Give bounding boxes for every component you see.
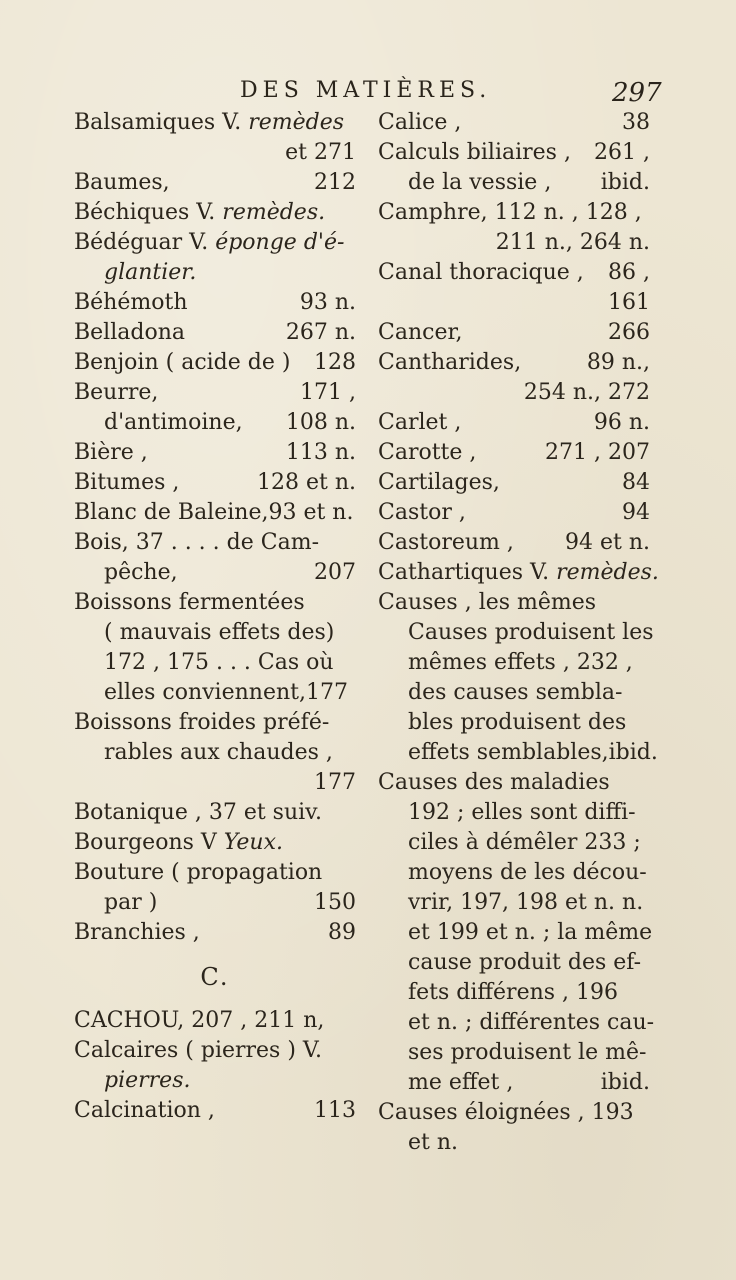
entry-text [378, 378, 650, 408]
index-entry [74, 528, 356, 558]
entry-page-ref: 38 [622, 110, 650, 135]
entry-term: 177 [314, 770, 356, 795]
entry-text [378, 138, 588, 168]
index-entry [74, 558, 356, 588]
index-entry [378, 888, 650, 918]
entry-text [378, 948, 650, 978]
entry-term: Boissons froides préfé- [74, 710, 330, 735]
entry-term: Bourgeons V [74, 830, 224, 855]
entry-term: Calcaires ( pierres ) V. [74, 1038, 322, 1063]
entry-text [378, 978, 650, 1008]
entry-term: Boissons fermentées [74, 590, 305, 615]
entry-term: CACHOU, 207 , 211 n, [74, 1008, 325, 1033]
entry-term: Castoreum , [378, 530, 514, 555]
index-column-right [378, 108, 659, 1158]
entry-text [378, 198, 650, 228]
entry-text [74, 438, 280, 468]
entry-page-ref: 89 n., [586, 350, 650, 375]
entry-text [74, 1036, 356, 1066]
entry-page-ref: 171 , [300, 380, 356, 405]
entry-term: cause produit des ef- [408, 950, 642, 975]
index-entry [74, 468, 356, 498]
entry-page-ref: 113 n. [285, 440, 356, 465]
entry-italic-ref: Yeux. [223, 830, 283, 855]
entry-text [378, 528, 559, 558]
index-entry [378, 468, 650, 498]
entry-page-ref: 93 n. [299, 290, 356, 315]
entry-term: 254 n., 272 [523, 380, 650, 405]
entry-term: Belladona [74, 320, 185, 345]
index-entry [378, 528, 650, 558]
entry-text [74, 228, 356, 258]
entry-term: Canal thoracique , [378, 260, 584, 285]
entry-page-ref: 108 n. [285, 410, 356, 435]
entry-term: Bitumes , [74, 470, 180, 495]
section-letter: C. [200, 963, 230, 991]
index-entry [74, 1006, 356, 1036]
entry-italic-ref: remèdes. [222, 200, 326, 225]
index-entry [74, 498, 356, 528]
entry-page-ref: 113 [314, 1098, 356, 1123]
entry-text [74, 1096, 308, 1126]
entry-term: Causes , les mêmes [378, 590, 597, 615]
entry-page-ref: 267 n. [285, 320, 356, 345]
entry-text [74, 648, 356, 678]
index-entry [74, 138, 356, 168]
index-entry [378, 858, 650, 888]
index-entry [378, 708, 650, 738]
index-entry [74, 318, 356, 348]
entry-term: Calculs biliaires , [378, 140, 571, 165]
entry-term: et n. [408, 1130, 459, 1155]
entry-term: Balsamiques V. [74, 110, 249, 135]
entry-term: Camphre, 112 n. , 128 , [378, 200, 642, 225]
entry-text [378, 468, 616, 498]
index-entry [378, 318, 650, 348]
entry-text [74, 258, 356, 288]
entry-text [378, 918, 652, 948]
entry-page-ref: 266 [608, 320, 650, 345]
entry-term: Castor , [378, 500, 466, 525]
entry-term: 172 , 175 . . . Cas où [104, 650, 334, 675]
entry-term: moyens de les décou- [408, 860, 647, 885]
entry-text [74, 558, 308, 588]
index-entry [378, 1038, 650, 1068]
index-entry [378, 1128, 650, 1158]
entry-italic-ref: remèdes. [556, 560, 659, 585]
entry-page-ref: 207 [314, 560, 356, 585]
entry-text [74, 1066, 356, 1096]
entry-term: Baumes, [74, 170, 170, 195]
entry-term: ( mauvais effets des) [104, 620, 335, 645]
index-entry [74, 708, 356, 738]
entry-text [378, 1128, 650, 1158]
index-entry [378, 228, 650, 258]
index-entry [74, 258, 356, 288]
entry-text [378, 108, 616, 138]
entry-italic-ref: éponge d'é- [215, 230, 345, 255]
index-entry [378, 828, 650, 858]
index-entry [74, 918, 356, 948]
index-entry [74, 618, 356, 648]
entry-term: mêmes effets , 232 , [408, 650, 633, 675]
entry-term: Causes des maladies [378, 770, 610, 795]
index-entry [378, 288, 650, 318]
entry-page-ref: 128 [314, 350, 356, 375]
entry-page-ref: 96 n. [593, 410, 650, 435]
entry-page-ref: 86 , [608, 260, 650, 285]
index-entry [378, 378, 650, 408]
index-entry [378, 588, 650, 618]
entry-term: Blanc de Baleine,93 et n. [74, 500, 354, 525]
index-column-left [74, 108, 356, 1126]
entry-text [74, 318, 280, 348]
entry-term: Béhémoth [74, 290, 188, 315]
index-entry [378, 1098, 650, 1128]
entry-text [378, 438, 539, 468]
index-entry [378, 438, 650, 468]
index-entry [378, 198, 650, 228]
entry-italic-ref: glantier. [104, 260, 197, 285]
entry-text [74, 468, 251, 498]
entry-text [378, 798, 650, 828]
index-entry [378, 618, 654, 648]
entry-text [74, 138, 356, 168]
entry-text [74, 918, 322, 948]
entry-term: ciles à démêler 233 ; [408, 830, 641, 855]
entry-text [378, 228, 650, 258]
entry-term: Carotte , [378, 440, 477, 465]
index-entry [74, 288, 356, 318]
index-entry [74, 1096, 356, 1126]
page-header [0, 72, 736, 108]
entry-page-ref: 212 [314, 170, 356, 195]
entry-text [378, 318, 602, 348]
entry-text [74, 738, 356, 768]
entry-term: Cancer, [378, 320, 463, 345]
entry-text [378, 1098, 650, 1128]
index-entry [378, 978, 650, 1008]
index-entry [74, 888, 356, 918]
index-entry [378, 348, 650, 378]
entry-text [74, 678, 356, 708]
index-entry [74, 108, 356, 138]
entry-text [74, 888, 308, 918]
entry-text [378, 888, 650, 918]
entry-page-ref: ibid. [600, 1070, 650, 1095]
entry-term: 192 ; elles sont diffi- [408, 800, 636, 825]
entry-term: Cantharides, [378, 350, 522, 375]
entry-term: fets différens , 196 [408, 980, 619, 1005]
entry-text [74, 288, 294, 318]
page-number: 297 [612, 78, 662, 108]
entry-term: Bois, 37 . . . . de Cam- [74, 530, 319, 555]
entry-text [74, 108, 356, 138]
entry-text [378, 648, 650, 678]
entry-term: Cathartiques V. [378, 560, 557, 585]
entry-text [378, 288, 650, 318]
index-entry [378, 108, 650, 138]
index-entry [74, 678, 356, 708]
running-title: DES MATIÈRES. [240, 78, 492, 103]
index-entry [378, 258, 650, 288]
entry-text [74, 768, 356, 798]
index-entry [74, 798, 356, 828]
entry-term: Béchiques V. [74, 200, 223, 225]
entry-text [74, 858, 356, 888]
index-entry [378, 948, 650, 978]
entry-term: rables aux chaudes , [104, 740, 333, 765]
index-entry [74, 738, 356, 768]
index-entry [378, 138, 650, 168]
index-entry [74, 438, 356, 468]
entry-term: des causes sembla- [408, 680, 623, 705]
entry-text [74, 798, 356, 828]
entry-term: Beurre, [74, 380, 159, 405]
index-entry [378, 678, 650, 708]
entry-term: Branchies , [74, 920, 200, 945]
entry-text [378, 678, 650, 708]
entry-term: Calice , [378, 110, 462, 135]
entry-page-ref: 150 [314, 890, 356, 915]
index-entry [74, 378, 356, 408]
entry-term: Botanique , 37 et suiv. [74, 800, 322, 825]
index-entry [378, 768, 650, 798]
index-entry [378, 738, 658, 768]
entry-page-ref: 128 et n. [257, 470, 356, 495]
entry-text [378, 618, 654, 648]
entry-text [378, 828, 650, 858]
entry-text [74, 708, 356, 738]
entry-text [378, 708, 650, 738]
entry-term: Causes produisent les [408, 620, 654, 645]
entry-page-ref: ibid. [600, 170, 650, 195]
entry-term: bles produisent des [408, 710, 627, 735]
entry-term: et 199 et n. ; la même [408, 920, 653, 945]
index-entry [74, 408, 356, 438]
index-entry [74, 648, 356, 678]
index-entry [378, 648, 650, 678]
index-entry [378, 798, 650, 828]
entry-text [378, 558, 659, 588]
entry-text [74, 348, 308, 378]
entry-term: Benjoin ( acide de ) [74, 350, 291, 375]
index-entry [378, 498, 650, 528]
entry-term: Bière , [74, 440, 148, 465]
entry-text [74, 1006, 356, 1036]
entry-term: me effet , [408, 1070, 514, 1095]
entry-term: Bédéguar V. [74, 230, 216, 255]
index-entry [74, 198, 356, 228]
index-entry [74, 1036, 356, 1066]
entry-italic-ref: pierres. [104, 1068, 191, 1093]
entry-term: ses produisent le mê- [408, 1040, 647, 1065]
index-entry [378, 558, 659, 588]
index-entry [378, 408, 650, 438]
index-entry [74, 228, 356, 258]
entry-text [378, 258, 602, 288]
entry-text [74, 198, 356, 228]
entry-term: et n. ; différentes cau- [408, 1010, 655, 1035]
entry-text [378, 408, 588, 438]
entry-term: effets semblables,ibid. [408, 740, 658, 765]
entry-text [74, 528, 356, 558]
entry-term: Calcination , [74, 1098, 215, 1123]
index-entry [378, 1068, 650, 1098]
index-entry [74, 588, 356, 618]
index-entry [74, 1066, 356, 1096]
entry-term: d'antimoine, [104, 410, 243, 435]
index-entry [378, 168, 650, 198]
entry-text [378, 738, 658, 768]
entry-text [378, 348, 581, 378]
index-entry [378, 918, 653, 948]
entry-term: Bouture ( propagation [74, 860, 323, 885]
entry-text [74, 618, 356, 648]
entry-term: de la vessie , [408, 170, 552, 195]
entry-term: Causes éloignées , 193 [378, 1100, 634, 1125]
entry-page-ref: 271 , 207 [545, 440, 650, 465]
entry-text [74, 828, 356, 858]
entry-page-ref: 94 [622, 500, 650, 525]
index-entry [74, 348, 356, 378]
entry-text [378, 1038, 650, 1068]
index-entry [74, 168, 356, 198]
index-entry [74, 858, 356, 888]
entry-text [378, 168, 595, 198]
index-entry [378, 1008, 655, 1038]
index-entry [74, 828, 356, 858]
entry-term: par ) [104, 890, 158, 915]
entry-term: pêche, [104, 560, 178, 585]
entry-term: Carlet , [378, 410, 462, 435]
entry-text [74, 378, 294, 408]
entry-term: 161 [608, 290, 650, 315]
entry-text [74, 498, 356, 528]
entry-text [378, 858, 650, 888]
entry-term: 211 n., 264 n. [495, 230, 650, 255]
entry-text [74, 408, 280, 438]
entry-text [378, 498, 616, 528]
index-entry [74, 768, 356, 798]
entry-page-ref: 89 [328, 920, 356, 945]
entry-term: Cartilages, [378, 470, 500, 495]
entry-term: elles conviennent,177 [104, 680, 348, 705]
entry-text [74, 168, 308, 198]
entry-text [378, 1008, 654, 1038]
entry-italic-ref: remèdes [248, 110, 345, 135]
entry-text [378, 768, 650, 798]
entry-page-ref: 84 [622, 470, 650, 495]
entry-text [378, 588, 650, 618]
entry-text [378, 1068, 595, 1098]
entry-page-ref: 261 , [594, 140, 650, 165]
entry-term: et 271 [285, 140, 356, 165]
entry-term: vrir, 197, 198 et n. n. [408, 890, 644, 915]
entry-page-ref: 94 et n. [564, 530, 650, 555]
entry-text [74, 588, 356, 618]
